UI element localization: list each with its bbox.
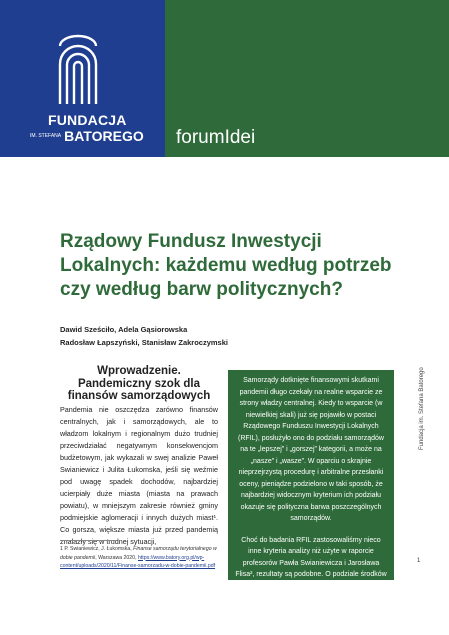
summary-box <box>228 370 394 590</box>
footnote-place: , Warszawa 2020, <box>95 554 137 561</box>
logo-text-fundacja: FUNDACJA <box>48 112 127 128</box>
footnote-prefix: 1 P. Swianiewicz, J. Łukomska, <box>60 546 132 552</box>
side-label: Fundacja im. Stefana Batorego <box>419 367 425 450</box>
section-heading: Wprowadzenie. Pandemiczny szok dla finansów samorządowych <box>67 365 211 402</box>
summary-paragraph-1: Samorządy dotknięte finansowymi skutkami pandemii długo czekały na realne wsparcie ze strony władzy centralnej. Kiedy to wsparcie (w niewielkiej skali) już się pojawiło w postaci Rządowego Funduszu Inwestycji Lokalnych (RFIL), posłużyło ono do podziału samorządów na te „lepszej” i „gorszej” kategorii, a może na „nasze” i „wasze”. W oparciu o skrajnie nieprzejrzystą procedurę i arbitralne przesłanki oceny, pieniądze podzielono w taki sposób, że najbardziej widocznym kryterium ich podziału okazuje się polityczna barwa poszczególnych samorządów. <box>238 377 384 522</box>
page-number: 1 <box>417 558 421 564</box>
intro-paragraph: Pandemia nie oszczędza zarówno finansów centralnych, jak i samorządowych, ale to władzom lokalnym i regionalnym dużo trudniej przeciwdziałać negatywnym konsekwencjom budżetowym, jak wykazali w swej analizie Paweł Swianiewicz i Julita Łukomska, jeśli się weźmie pod uwagę spadek dochodów, najbardziej ucierpiały duże miasta (miasta na prawach powiatu), w mniejszym zakresie również gminy podmiejskie aglomeracji i innych dużych miast¹. Co gorsza, większe miasta już przed pandemią znalazły się w trudnej sytuacji, <box>60 405 218 546</box>
authors-line-1: Dawid Sześciło, Adela Gąsiorowska <box>60 325 188 334</box>
foundation-logo-icon <box>56 34 100 104</box>
logo-text-batorego <box>30 127 144 145</box>
series-name: forumIdei <box>176 127 256 148</box>
logo-panel <box>0 0 165 157</box>
footnote-divider <box>60 540 115 541</box>
authors-line-2: Radosław Łapszyński, Stanisław Zakroczymski <box>60 338 228 347</box>
summary-paragraph-2: Choć do badania RFIL zastosowaliśmy nieco inne kryteria analizy niż użyte w raporcie profesorów Pawła Swianiewicza i Jarosława Flisa², rezultaty są podobne. O podziale środków w większym <box>235 536 387 590</box>
article-title: Rządowy Fundusz Inwestycji Lokalnych: każdemu według potrzeb czy według barw politycznych? <box>60 231 392 300</box>
logo-text-small: IM. STEFANA <box>30 132 62 139</box>
footnote-title: Finanse samorządu terytorialnego w dobie pandemii <box>60 546 217 561</box>
footnote <box>60 545 218 571</box>
authors <box>60 323 228 349</box>
logo-text-big: BATOREGO <box>64 127 144 144</box>
footnote-link[interactable]: https://www.batory.org.pl/wp-content/uploads/2020/11/Finanse-samorzadu-w-dobie-pandemii.pdf <box>60 554 216 569</box>
